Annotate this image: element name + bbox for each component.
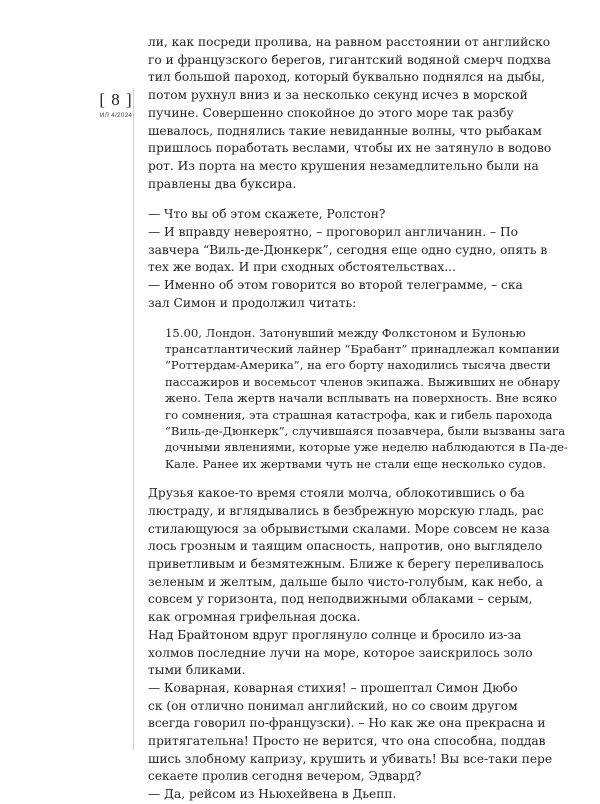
text-line: шись злобному капризу, крушить и убивать! Вы все-таки пере	[148, 751, 553, 766]
quote-line: жено. Тела жертв начали всплывать на поверхность. Вне всяко	[165, 391, 557, 406]
text-line: завчера “Виль-де-Дюнкерк”, сегодня еще одно судно, опять в	[148, 242, 548, 257]
paragraph-4	[148, 485, 553, 804]
text-line: тил большой пароход, который буквально поднялся на дыбы,	[148, 70, 545, 85]
text-line: пришлось поработать веслами, чтобы их не затянуло в водово	[148, 141, 552, 156]
text-line: тыми бликами.	[148, 663, 246, 678]
text-line: пучине. Совершенно спокойное до этого море так разбу	[148, 105, 514, 120]
issue-label: ИЛ 4/2024	[99, 112, 133, 119]
text-line: притягательна! Просто не верится, что она способна, поддав	[148, 734, 546, 749]
text-line: — Именно об этом говорится во второй телеграмме, – ска	[148, 278, 523, 293]
text-line: люстраду, и вглядывались в безбрежную морскую гладь, рас	[148, 503, 544, 518]
text-line: приветливым и безмятежным. Ближе к берегу переливалось	[148, 557, 544, 572]
text-line: тех же водах. И при сходных обстоятельствах...	[148, 260, 456, 275]
page-number: [ 8 ]	[99, 90, 133, 109]
text-line: совсем у горизонта, под неподвижными облаками – серым,	[148, 592, 533, 607]
text-line: — Что вы об этом скажете, Ролстон?	[148, 207, 386, 222]
text-line: ск (он отлично понимал английский, но со своим другом	[148, 698, 518, 713]
text-line: го и французского берегов, гигантский водяной смерч подхва	[148, 52, 551, 67]
text-line: — И вправду невероятно, – проговорил англичанин. – По	[148, 225, 518, 240]
text-line: Друзья какое-то время стояли молча, облокотившись о ба	[148, 486, 525, 501]
text-line: рот. Из порта на место крушения незамедлительно были на	[148, 158, 539, 173]
text-line: как огромная грифельная доска.	[148, 610, 361, 625]
quote-line: 15.00, Лондон. Затонувший между Фолкстоном и Булонью	[165, 325, 526, 340]
quote-line: Кале. Ранее их жертвами чуть не стали еще несколько судов.	[165, 456, 547, 471]
quote-line: “Виль-де-Дюнкерк”, случившаяся позавчера, были вызваны зага	[165, 423, 566, 438]
text-line: — Да, рейсом из Ньюхейвена в Дьепп.	[148, 787, 397, 802]
text-line: — Коварная, коварная стихия! – прошептал Симон Дюбо	[148, 680, 518, 695]
text-line: лось грозным и таящим опасность, напротив, оно выглядело	[148, 539, 543, 554]
quote-line: трансатлантический лайнер “Брабант” принадлежал компании	[165, 341, 560, 356]
paragraph-gap	[148, 313, 508, 325]
text-line: зеленым и желтым, дальше было чисто-голубым, как небо, а	[148, 574, 543, 589]
text-line: ли, как посреди пролива, на равном расстоянии от английско	[148, 35, 551, 49]
quote-line: дочными явлениями, которые уже неделю наблюдаются в Па-де-	[165, 440, 568, 455]
text-line: секаете пролив сегодня вечером, Эдвард?	[148, 769, 422, 784]
text-line: правлены два буксира.	[148, 176, 297, 191]
text-line: Над Брайтоном вдруг проглянуло солнце и бросило из-за	[148, 627, 522, 642]
telegram-quote	[165, 325, 568, 473]
quote-line: пассажиров и восемьсот членов экипажа. Выживших не обнару	[165, 374, 561, 389]
text-line: всегда говорил по-французски). – Но как же она прекрасна и	[148, 716, 546, 731]
paragraph-1	[148, 34, 552, 193]
paragraph-gap	[148, 193, 508, 206]
body-text	[148, 34, 568, 804]
paragraph-2	[148, 206, 548, 312]
text-line: стилающуюся за обрывистыми скалами. Море совсем не каза	[148, 521, 550, 536]
text-line: шевалось, поднялись такие невиданные волны, что рыбакам	[148, 123, 542, 138]
quote-line: “Роттердам-Америка”, на его борту находились тысяча двести	[165, 358, 551, 373]
text-line: зал Симон и продолжил читать:	[148, 295, 357, 310]
text-line: холмов последние лучи на море, которое заискрилось золо	[148, 645, 533, 660]
page-sidebar	[96, 90, 136, 119]
paragraph-gap	[148, 472, 508, 485]
quote-line: го сомнения, эта страшная катастрофа, как и гибель парохода	[165, 407, 553, 422]
text-line: потом рухнул вниз и за несколько секунд исчез в морской	[148, 88, 528, 103]
margin-rule	[133, 88, 134, 750]
